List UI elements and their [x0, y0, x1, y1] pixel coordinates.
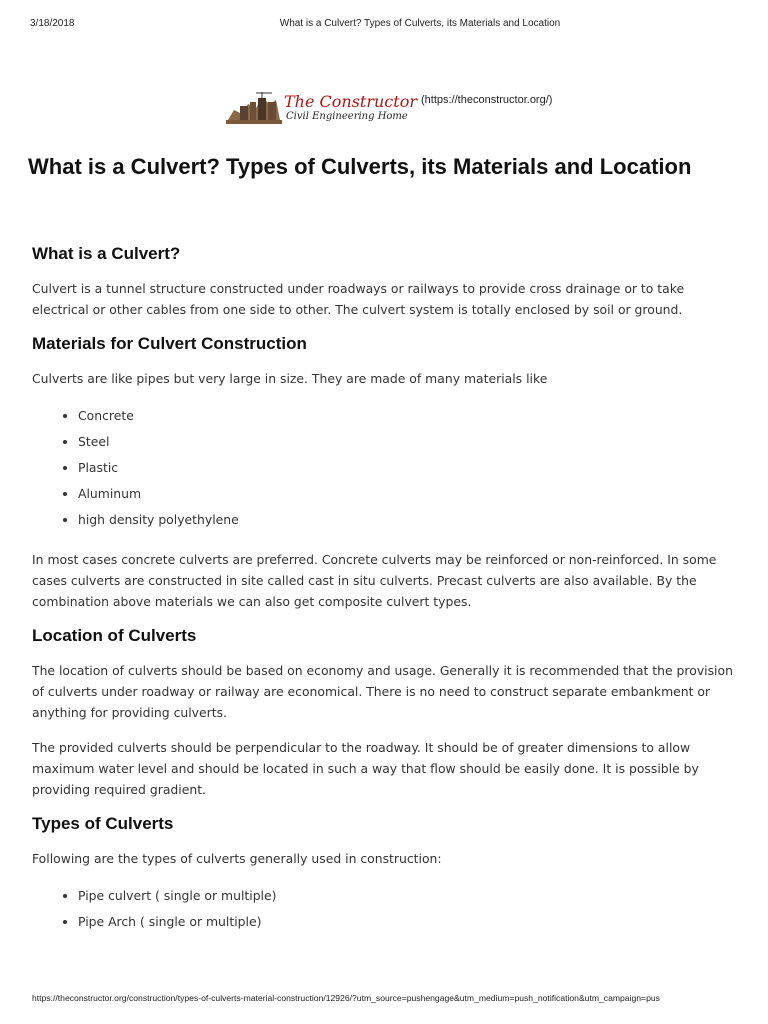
section-heading: Location of Culverts — [32, 626, 197, 645]
section-types — [32, 814, 742, 935]
list-item: • Plastic — [78, 455, 742, 481]
section-materials — [32, 334, 742, 612]
section-heading: What is a Culvert? — [32, 244, 181, 263]
logo-tagline: Civil Engineering Home — [286, 111, 408, 122]
section-intro: Culverts are like pipes but very large in size. They are made of many materials like — [32, 371, 548, 386]
list-item: • Aluminum — [78, 481, 742, 507]
logo-text — [284, 94, 417, 122]
building-construction-icon — [226, 90, 282, 126]
print-page-title: What is a Culvert? Types of Culverts, its Materials and Location — [279, 18, 561, 29]
logo-name: The Constructor — [284, 92, 417, 111]
section-paragraph: In most cases concrete culverts are preferred. Concrete culverts may be reinforced or non-reinforced. In some cases culverts are constructed in site called cast in situ culverts. Precast culverts are also available. By the combination above materials we can also get composite culvert types. — [32, 552, 717, 609]
print-footer-url[interactable]: https://theconstructor.org/construction/types-of-culverts-material-construction/12926/?utm_source=pushengage&utm_medium=push_notification&utm_campaign=pus — [32, 993, 660, 1003]
list-item: • Pipe Arch ( single or multiple) — [78, 909, 742, 935]
section-heading: Materials for Culvert Construction — [32, 334, 307, 353]
logo-url[interactable]: (https://theconstructor.org/) — [420, 94, 553, 106]
section-location — [32, 626, 742, 800]
print-header — [0, 18, 768, 32]
article-content — [32, 244, 742, 951]
list-item: • Pipe culvert ( single or multiple) — [78, 883, 742, 909]
section-heading: Types of Culverts — [32, 814, 174, 833]
print-date: 3/18/2018 — [30, 18, 75, 29]
list-item: • high density polyethylene — [78, 507, 742, 533]
section-what-is-culvert — [32, 244, 742, 320]
section-paragraph: Culvert is a tunnel structure constructed under roadways or railways to provide cross drainage or to take electrical or other cables from one side to other. The culvert system is totally enclosed by soil or ground. — [32, 281, 685, 317]
section-paragraph: The provided culverts should be perpendicular to the roadway. It should be of greater dimensions to allow maximum water level and should be located in such a way that flow should be easily done. It is possible by providing required gradient. — [32, 740, 699, 797]
section-intro: Following are the types of culverts generally used in construction: — [32, 851, 442, 866]
materials-list — [32, 403, 742, 533]
section-paragraph: The location of culverts should be based on economy and usage. Generally it is recommended that the provision of culverts under roadway or railway are economical. There is no need to construct separate embankment or anything for providing culverts. — [32, 663, 733, 720]
page-title: What is a Culvert? Types of Culverts, its Materials and Location — [28, 154, 692, 179]
list-item: • Steel — [78, 429, 742, 455]
list-item: • Concrete — [78, 403, 742, 429]
site-logo[interactable] — [226, 88, 552, 128]
types-list — [32, 883, 742, 935]
